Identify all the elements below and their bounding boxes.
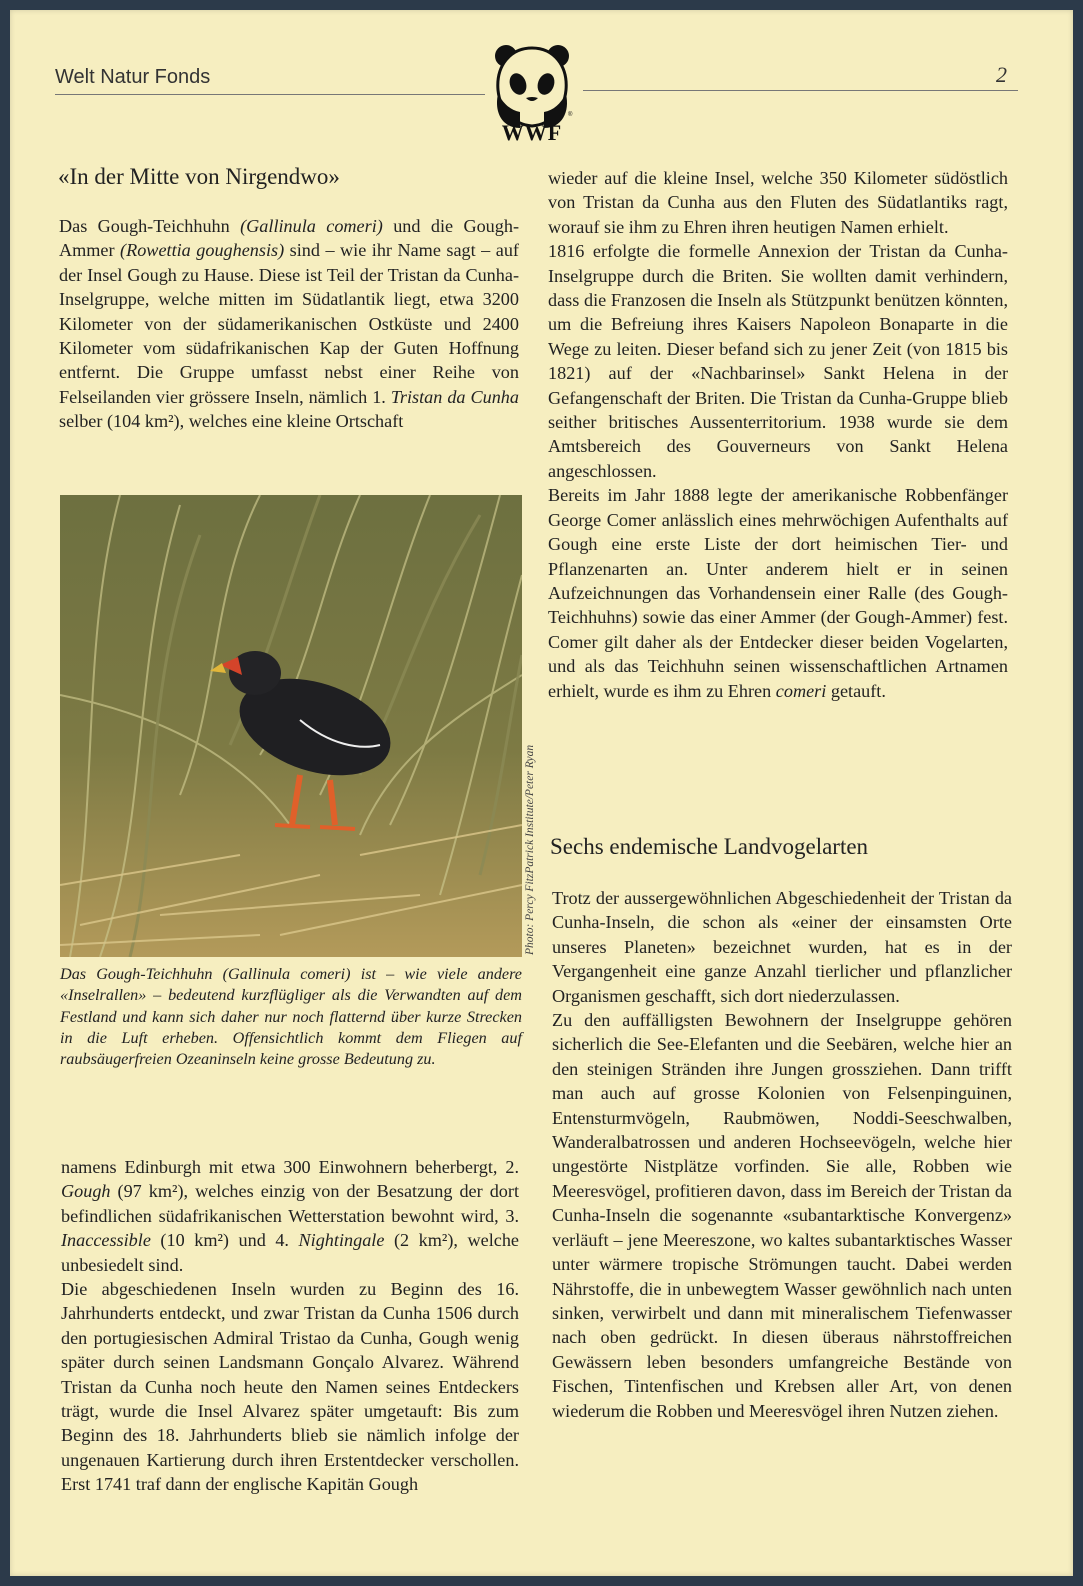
bird-in-grass-image	[60, 495, 522, 957]
discovery-paragraph: Die abgeschiedenen Inseln wurden zu Beginn des 16. Jahrhunderts entdeckt, und zwar Tristan da Cunha 1506 durch den portugiesischen Admiral Tristao da Cunha, Gough wenig später durch seinen Landsmann Gonçalo Alvarez. Während Tristan da Cunha noch heute den Namen seines Entdeckers trägt, wurde die Insel Alvarez später umgetauft: Bis zum Beginn des 18. Jahrhunderts blieb sie nämlich infolge der ungenauen Kartierung durch ihren Erstentdecker verschollen. Erst 1741 traf dann der englische Kapitän Gough	[61, 1279, 519, 1495]
document-page	[10, 10, 1073, 1576]
right-column-bottom	[552, 886, 1012, 1423]
header-organization: Welt Natur Fonds	[55, 66, 211, 88]
isolation-paragraph: Trotz der aussergewöhnlichen Abgeschiedenheit der Tristan da Cunha-Inseln, die schon als «einer der einsamsten Orte unseres Planeten» bezeichnet wurden, hat es in der Vergangenheit eine ganze Anzahl tierlicher und pflanzlicher Organismen geschafft, sich dort niederzulassen.	[552, 888, 1012, 1006]
wildlife-paragraph: Zu den auffälligsten Bewohnern der Inselgruppe gehören sicherlich die See-Elefanten und die Seebären, welche hier an den steinigen Stränden ihre Jungen grossziehen. Dann trifft man auch auf grosse Kolonien von Felsenpinguinen, Entensturmvögeln, Raubmöwen, Noddi-Seeschwalben, Wanderalbatrossen und anderen Hochseevögeln, welche hier ungestörte Nistplätze vorfinden. Sie alle, Robben wie Meeresvögel, profitieren davon, dass im Bereich der Tristan da Cunha-Inseln die sogenannte «subantarktische Konvergenz» verläuft – jene Meereszone, wo kaltes subantarktisches Wasser unter wärmere tropische Strömungen taucht. Dabei werden Nährstoffe, die in unbewegtem Wasser gewöhnlich nach unten sinken, verwirbelt und dann mit mineralischem Tiefenwasser nach oben gedrückt. In diesen überaus nährstoffreichen Gewässern leben besonders umfangreiche Bestände von Fischen, Tintenfischen und Krebsen aller Art, von denen wiederum die Robben und Meeresvögel ihren Nutzen ziehen.	[552, 1010, 1012, 1421]
moorhen-photo	[60, 495, 522, 957]
article-title: «In der Mitte von Nirgendwo»	[58, 164, 340, 189]
section-heading: Sechs endemische Landvogelarten	[550, 834, 869, 859]
header-rule-right	[583, 90, 1018, 91]
photo-credit: Photo: Percy FitzPatrick Institute/Peter Ryan	[524, 744, 536, 955]
svg-text:®: ®	[568, 112, 573, 118]
intro-paragraph: Das Gough-Teichhuhn (Gallinula comeri) und die Gough-Ammer (Rowettia goughensis) sind – wie ihr Name sagt – auf der Insel Gough zu Hause. Diese ist Teil der Tristan da Cunha-Inselgruppe, welche mitten im Südatlantik liegt, etwa 3200 Kilometer von der südamerikanischen Ostküste und 2400 Kilometer vom südafrikanischen Kap der Guten Hoffnung entfernt. Die Gruppe umfasst nebst einer Reihe von Felseilanden vier grössere Inseln, nämlich 1. Tristan da Cunha selber (104 km²), welches eine kleine Ortschaft	[59, 216, 520, 432]
continuation-paragraph: namens Edinburgh mit etwa 300 Einwohnern beherbergt, 2. Gough (97 km²), welches einzig von der Besatzung der dort befindlichen südafrikanischen Wetterstation bewohnt wird, 3. Inaccessible (10 km²) und 4. Nightingale (2 km²), welche unbesiedelt sind.	[61, 1157, 519, 1275]
page-number: 2	[996, 62, 1007, 87]
header-rule-left	[55, 94, 485, 95]
photo-caption: Das Gough-Teichhuhn (Gallinula comeri) ist – wie viele andere «Inselrallen» – bedeutend kurzflügliger als die Verwandten auf dem Festland und kann sich daher nur noch flatternd über kurze Strecken in die Luft erheben. Offensichtlich kommt dem Fliegen auf raubsäugerfreien Ozeaninseln keine grosse Bedeutung zu.	[60, 965, 522, 1069]
right-column-top	[548, 166, 1008, 703]
left-continuation	[61, 1155, 519, 1497]
annexion-paragraph: 1816 erfolgte die formelle Annexion der Tristan da Cunha-Inselgruppe durch die Briten. Sie wollten damit verhindern, dass die Franzosen die Inseln als Stützpunkt benützen könnten, um die Befreiung ihres Kaisers Napoleon Bonaparte in die Wege zu leiten. Dieser befand sich zu jener Zeit (von 1815 bis 1821) auf der «Nachbarinsel» Sankt Helena in der Gefangenschaft der Briten. Die Tristan da Cunha-Gruppe blieb seither britisches Aussenterritorium. 1938 wurde sie dem Amtsbereich des Gouverneurs von Sankt Helena angeschlossen.	[548, 241, 1008, 481]
wwf-wordmark: WWF	[501, 120, 563, 145]
discovery-paragraph-end: wieder auf die kleine Insel, welche 350 Kilometer südöstlich von Tristan da Cunha aus den Fluten des Südatlantiks ragt, worauf sie ihm zu Ehren ihren heutigen Namen erhielt.	[548, 168, 1008, 237]
comer-paragraph: Bereits im Jahr 1888 legte der amerikanische Robbenfänger George Comer anlässlich eines mehrwöchigen Aufenthalts auf Gough eine erste Liste der dort heimischen Tier- und Pflanzenarten an. Unter anderem hielt er in seinen Aufzeichnungen das Vorhandensein einer Ralle (des Gough-Teichhuhns) sowie das einer Ammer (der Gough-Ammer) fest. Comer gilt daher als der Entdecker dieser beiden Vogelarten, und als das Teichhuhn seinen wissenschaftlichen Artnamen erhielt, wurde es ihm zu Ehren comeri getauft.	[548, 485, 1008, 701]
